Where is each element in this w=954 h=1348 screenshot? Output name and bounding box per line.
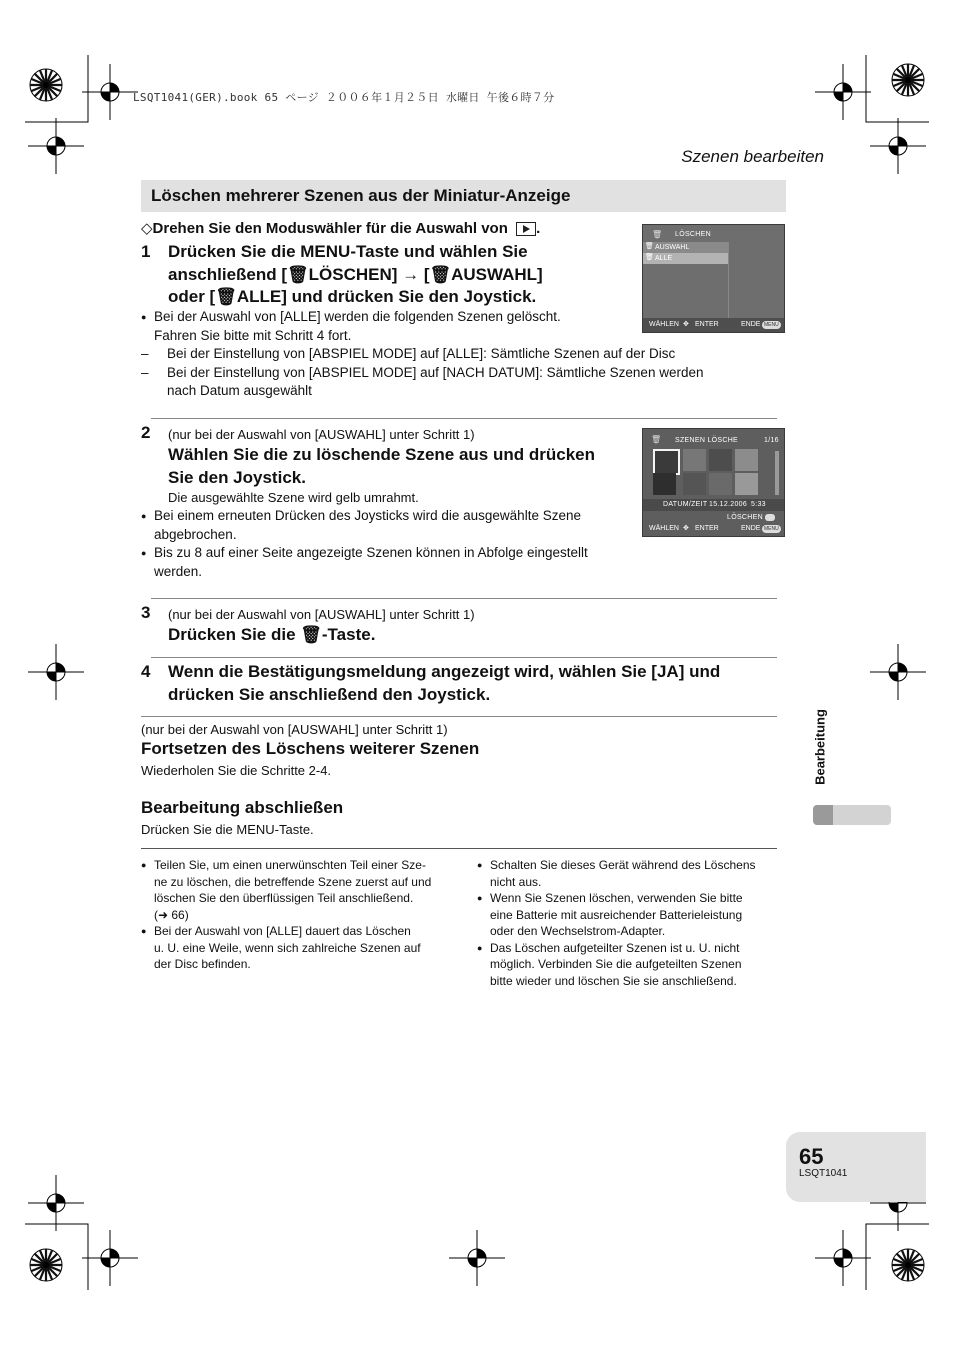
thumbnail bbox=[709, 449, 732, 471]
finish-heading: Bearbeitung abschließen bbox=[141, 798, 344, 817]
step-2-title: Wählen Sie die zu löschende Szene aus und drücken Sie den Joystick. bbox=[168, 445, 595, 487]
step-3-title: Drücken Sie die 🗑︎-Taste. bbox=[168, 625, 376, 644]
menu-screen-image bbox=[642, 224, 785, 333]
menu-badge: MENU bbox=[764, 322, 779, 328]
menu-item-alle: ALLE bbox=[643, 253, 728, 264]
joystick-icon: ✥ bbox=[683, 321, 689, 328]
list-item: ● Bei der Auswahl von [ALLE] werden die folgenden Szenen gelöscht. Fahren Sie bitte mit Schritt 4 fort. bbox=[141, 308, 781, 345]
preparation-end: . bbox=[536, 220, 541, 237]
thumbnail-screen-image bbox=[642, 428, 785, 537]
menu-item-auswahl: AUSWAHL bbox=[643, 242, 728, 253]
screen-footer: WÄHLEN ✥ ENTER ENDE MENU bbox=[643, 522, 784, 536]
menu-badge: MENU bbox=[764, 526, 779, 532]
trash-badge bbox=[765, 514, 775, 521]
section-title: Löschen mehrerer Szenen aus der Miniatur-Anzeige bbox=[151, 186, 571, 205]
thumbnail bbox=[709, 473, 732, 495]
page-code: LSQT1041 bbox=[799, 1168, 848, 1179]
step-4-title: Wenn die Bestätigungsmeldung angezeigt wird, wählen Sie [JA] und drücken Sie anschließend den Joystick. bbox=[168, 662, 721, 704]
screen-title: LÖSCHEN bbox=[675, 231, 711, 238]
thumbnail bbox=[735, 449, 758, 471]
list-item: ● Bei der Auswahl von [ALLE] dauert das Löschen u. U. eine Weile, wenn sich zahlreiche Szenen auf der Disc befinden. bbox=[141, 923, 456, 973]
side-label: Bearbeitung bbox=[812, 709, 828, 785]
trash-icon: 🗑︎ bbox=[651, 435, 662, 444]
diamond-icon: ◇ bbox=[141, 220, 153, 237]
step-3-condition: (nur bei der Auswahl von [AUSWAHL] unter Schritt 1) bbox=[168, 607, 475, 622]
divider bbox=[728, 242, 729, 318]
screen-title: SZENEN LÖSCHE bbox=[675, 437, 739, 444]
play-mode-icon bbox=[516, 222, 536, 236]
step-1-line: anschließend [🗑︎LÖSCHEN] → [🗑︎AUSWAHL] bbox=[168, 264, 543, 284]
date-label: DATUM/ZEIT bbox=[663, 501, 708, 508]
trash-icon: 🗑︎ bbox=[429, 264, 452, 284]
sub-list bbox=[141, 345, 781, 401]
list-item: – Bei der Einstellung von [ABSPIEL MODE] auf [ALLE]: Sämtliche Szenen auf der Disc bbox=[141, 345, 781, 364]
file-header: LSQT1041(GER).book 65 ページ ２００６年１月２５日 水曜日 午後６時７分 bbox=[133, 91, 555, 104]
step-2-condition: (nur bei der Auswahl von [AUSWAHL] unter Schritt 1) bbox=[168, 427, 475, 442]
continue-condition: (nur bei der Auswahl von [AUSWAHL] unter Schritt 1) bbox=[141, 722, 448, 737]
list-item: – Bei der Einstellung von [ABSPIEL MODE] auf [NACH DATUM]: Sämtliche Szenen werden nach Datum ausgewählt bbox=[141, 364, 781, 401]
step-1-title bbox=[168, 241, 638, 309]
continue-heading: Fortsetzen des Löschens weiterer Szenen bbox=[141, 739, 480, 758]
delete-label: LÖSCHEN bbox=[727, 514, 763, 521]
list-item: ● Bis zu 8 auf einer Seite angezeigte Szenen können in Abfolge eingestellt werden. bbox=[141, 544, 631, 581]
section-tab bbox=[813, 805, 833, 825]
notes-right bbox=[477, 857, 782, 989]
page-heading: Szenen bearbeiten bbox=[681, 147, 824, 166]
list-item: ● Wenn Sie Szenen löschen, verwenden Sie bitte eine Batterie mit ausreichender Batterieleistung oder den Wechselstrom-Adapter. bbox=[477, 890, 782, 940]
thumbnail bbox=[683, 473, 706, 495]
section-tab-track bbox=[833, 805, 891, 825]
trash-icon: 🗑︎ bbox=[645, 254, 654, 261]
continue-text: Wiederholen Sie die Schritte 2-4. bbox=[141, 763, 332, 778]
joystick-icon: ✥ bbox=[683, 525, 689, 532]
thumbnail bbox=[735, 473, 758, 495]
step-2-number: 2 bbox=[141, 423, 151, 442]
thumbnail bbox=[683, 449, 706, 471]
thumbnail bbox=[653, 449, 680, 475]
step-2-note: Die ausgewählte Szene wird gelb umrahmt. bbox=[168, 490, 419, 505]
page-counter: 1/16 bbox=[764, 437, 779, 444]
thumbnail bbox=[653, 473, 676, 495]
trash-icon: 🗑︎ bbox=[287, 264, 309, 284]
step-1-line: Drücken Sie die MENU-Taste und wählen Sie bbox=[168, 242, 528, 261]
divider bbox=[141, 716, 777, 717]
finish-text: Drücken Sie die MENU-Taste. bbox=[141, 822, 314, 837]
trash-icon: 🗑︎ bbox=[300, 625, 322, 644]
scrollbar bbox=[775, 451, 779, 495]
time-value: 5:33 bbox=[751, 501, 766, 508]
step-1-line: oder [🗑︎ALLE] und drücken Sie den Joystick. bbox=[168, 287, 537, 306]
divider bbox=[141, 848, 777, 849]
list-item: ● Bei einem erneuten Drücken des Joysticks wird die ausgewählte Szene abgebrochen. bbox=[141, 507, 631, 544]
notes-left bbox=[141, 857, 456, 973]
page-number: 65 bbox=[799, 1144, 824, 1169]
trash-icon: 🗑︎ bbox=[645, 243, 654, 250]
divider bbox=[151, 418, 777, 419]
list-item: ● Das Löschen aufgeteilter Szenen ist u. U. nicht möglich. Verbinden Sie die aufgeteilten Szenen bitte wieder und löschen Sie sie anschließend. bbox=[477, 940, 782, 990]
list-item: ● Teilen Sie, um einen unerwünschten Teil einer Sze- ne zu löschen, die betreffende Szene zuerst auf und löschen Sie den überflüssigen Teil anschließend. (➜ 66) bbox=[141, 857, 456, 923]
preparation-text: Drehen Sie den Moduswähler für die Auswahl von bbox=[152, 220, 508, 237]
divider bbox=[151, 657, 777, 658]
screen-footer: WÄHLEN ✥ ENTER ENDE MENU bbox=[643, 318, 784, 332]
step-1-number: 1 bbox=[141, 242, 151, 261]
list-item: ● Schalten Sie dieses Gerät während des Löschens nicht aus. bbox=[477, 857, 782, 890]
step-2-notes bbox=[141, 507, 631, 581]
preparation-line bbox=[141, 219, 540, 237]
date-value: 15.12.2006 bbox=[709, 501, 748, 508]
trash-icon: 🗑︎ bbox=[215, 287, 237, 306]
divider bbox=[151, 598, 777, 599]
step-4-number: 4 bbox=[141, 662, 151, 681]
step-3-number: 3 bbox=[141, 603, 151, 622]
trash-icon: 🗑︎ bbox=[652, 230, 663, 239]
